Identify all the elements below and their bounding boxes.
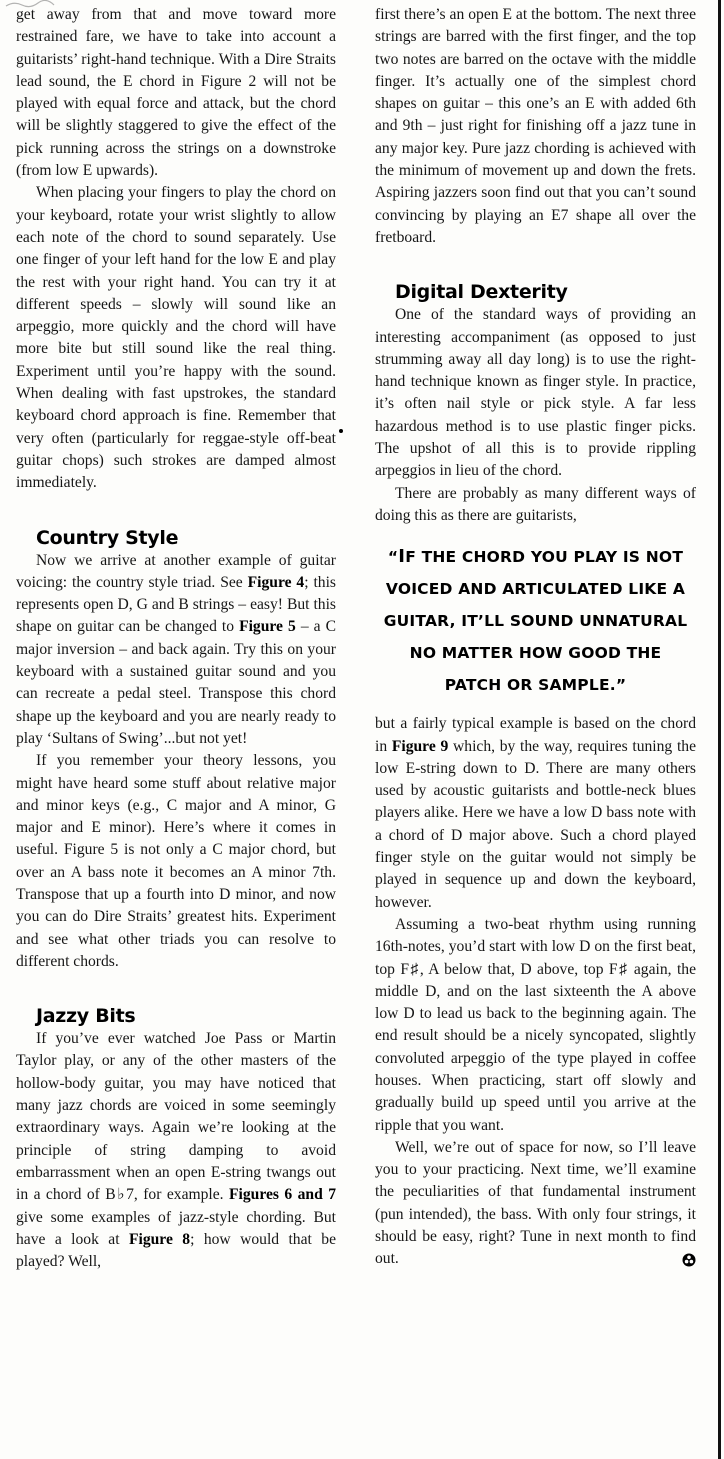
left-column [16, 4, 336, 1273]
section-heading-jazzy-bits: Jazzy Bits [36, 1005, 136, 1028]
column-rule [718, 0, 721, 1459]
pull-quote-line: PATCH OR SAMPLE.” [444, 676, 627, 695]
pull-quote-line: NO MATTER HOW GOOD THE [409, 644, 662, 663]
pull-quote-line: “IF THE CHORD YOU PLAY IS NOT [387, 546, 684, 568]
figure-ref: Figure 4 [247, 573, 305, 591]
end-of-article-icon [682, 1253, 696, 1267]
figure-ref: Figures 6 and 7 [229, 1186, 337, 1204]
paragraph: Now we arrive at another example of guitar voicing: the country style triad. See Figure 4; this represents open D, G and B strings – easy! But this shape on guitar can be changed to Figure 5 – a C major inversion – and back again. Try this on your keyboard with a sustained guitar sound and you can recreate a pedal steel. Transpose this chord shape up the keyboard and you are nearly ready to play ‘Sultans of Swing’...but not yet! [16, 551, 336, 747]
pull-quote [375, 541, 696, 701]
paragraph: first there’s an open E at the bottom. The next three strings are barred with the first finger, and the top two notes are barred on the octave with the middle finger. It’s actually one of the simplest chord shapes on guitar – this one’s an E with added 6th and 9th – just right for finishing off a jazz tune in any major key. Pure jazz chording is achieved with the minimum of movement up and down the frets. Aspiring jazzers soon find out that you can’t sound convincing by playing an E7 shape all over the fretboard. [375, 6, 696, 246]
paragraph: If you’ve ever watched Joe Pass or Martin Taylor play, or any of the other masters of the hollow-body guitar, you may have noticed that many jazz chords are voiced in some seemingly extraordinary ways. Again we’re looking at the principle of string damping to avoid embarrassment when an open E-string twangs out in a chord of B♭7, for example. Figures 6 and 7 give some examples of jazz-style chording. But have a look at Figure 8; how would that be played? Well, [16, 1030, 337, 1271]
section-heading-country-style: Country Style [36, 526, 179, 549]
right-column [375, 4, 696, 1271]
figure-ref: Figure 8 [128, 1230, 191, 1248]
paragraph: When placing your fingers to play the chord on your keyboard, rotate your wrist slightly to allow each note of the chord to sound separately. Use one finger of your left hand for the low E and play the rest with your right hand. You can try it at different speeds – slowly will sound like an arpeggio, more quickly and the chord will have more bite but still sound like the real thing. Experiment until you’re happy with the sound. When dealing with fast upstrokes, the standard keyboard chord approach is fine. Remember that very often (particularly for reggae-style off-beat guitar chops) such strokes are damped almost immediately. [16, 184, 336, 492]
paragraph: One of the standard ways of providing an interesting accompaniment (as opposed to just strumming away all day long) is to use the right-hand technique known as finger style. In practice, it’s often nail style or pick style. A far less hazardous method is to use plastic finger picks. The upshot of all this is to provide rippling arpeggios in lieu of the chord. [375, 306, 696, 480]
figure-ref: Figure 9 [391, 737, 449, 755]
paragraph: If you remember your theory lessons, you might have heard some stuff about relative major and minor keys (e.g., C major and A minor, G major and E minor). Here’s where it comes in useful. Figure 5 is not only a C major chord, but over an A bass note it becomes an A minor 7th. Transpose that up a fourth into D minor, and now you can do Dire Straits’ greatest hits. Experiment and see what other triads you can resolve to different chords. [16, 752, 336, 970]
paragraph: Well, we’re out of space for now, so I’ll leave you to your practicing. Next time, we’ll examine the peculiarities of that fundamental instrument (pun intended), the bass. With only four strings, it should be easy, right? Tune in next month to find out. [375, 1138, 696, 1268]
pull-quote-line: GUITAR, IT’LL SOUND UNNATURAL [383, 612, 688, 631]
paragraph: get away from that and move toward more restrained fare, we have to take into account a guitarists’ right-hand technique. With a Dire Straits lead sound, the E chord in Figure 2 will not be played with equal force and attack, but the chord will be slightly staggered to give the effect of the pick running across the strings on a downstroke (from low E upwards). [16, 6, 336, 180]
paragraph: There are probably as many different ways of doing this as there are guitarists, [375, 484, 696, 524]
paragraph: Assuming a two-beat rhythm using running 16th-notes, you’d start with low D on the first beat, top F♯, A below that, D above, top F♯ again, the middle D, and on the last sixteenth the A above low D to lead us back to the beginning again. The end result should be a nicely syncopated, slightly convoluted arpeggio of the type played in coffee houses. When practicing, start off slowly and gradually build up speed until you arrive at the ripple that you want. [375, 915, 696, 1134]
paragraph: but a fairly typical example is based on the chord in Figure 9 which, by the way, requires tuning the low E-string down to D. There are many others used by acoustic guitarists and bottle-neck blues players alike. Here we have a low D bass note with a chord of D major above. Such a chord played finger style on the guitar would not simply be played in sequence up and down the keyboard, however. [375, 715, 696, 911]
margin-dot [339, 429, 343, 433]
pull-quote-line: VOICED AND ARTICULATED LIKE A [385, 580, 686, 599]
section-heading-digital-dexterity: Digital Dexterity [395, 281, 568, 304]
figure-ref: Figure 5 [239, 618, 296, 636]
